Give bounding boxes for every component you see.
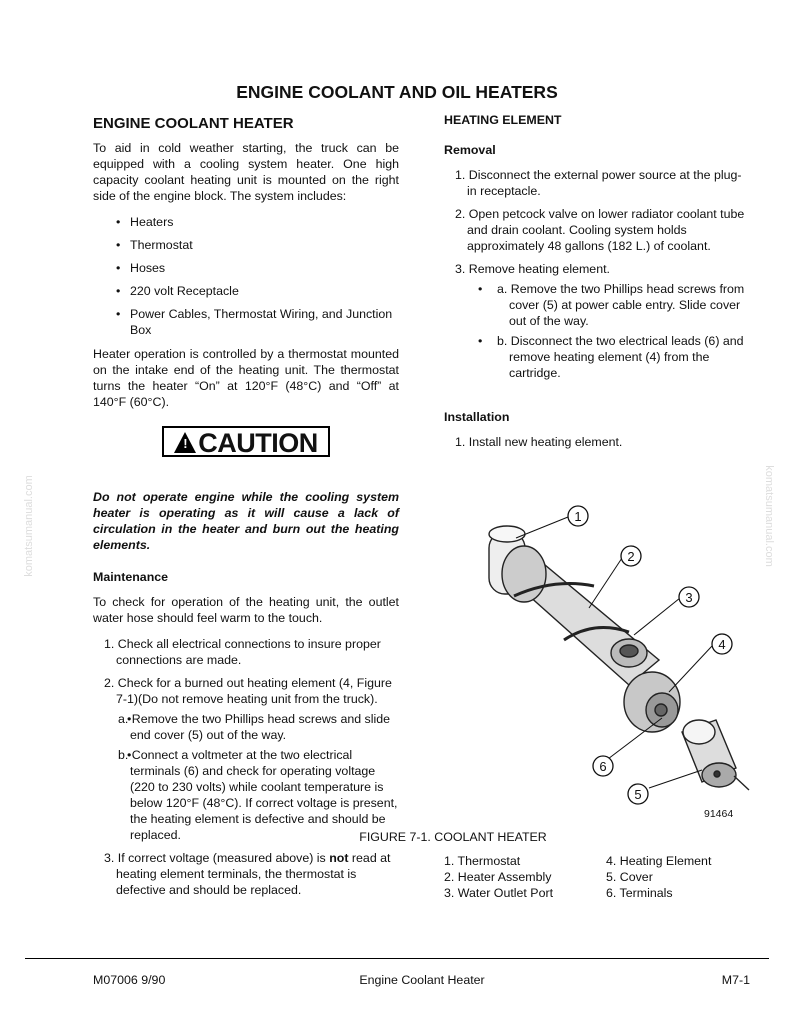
page-title: ENGINE COOLANT AND OIL HEATERS (236, 82, 558, 102)
list-item: 2. Check for a burned out heating element (4, Figure 7-1)(Do not remove heating unit from the truck). • a. Remove the two Phillips head screws and slide end cover (5) out of the way. • b. Connect a voltmeter at the two electrical terminals (6) and check for operating voltage (220 to 230 volts) while coolant temperature is below 120°F (48°C). If correct voltage is present, the heating element is defective and should be replaced. (93, 675, 399, 843)
list-item: • Heaters (93, 214, 399, 230)
callout-label: 5 (634, 787, 642, 802)
legend-item: 5. Cover (606, 870, 653, 884)
list-item: 1. Install new heating element. (455, 435, 623, 449)
callout-5 (628, 784, 648, 804)
callout-label: 6 (599, 759, 607, 774)
list-item: • a. Remove the two Phillips head screws from cover (5) at power cable entry. Slide cover out of the way. (467, 281, 749, 329)
legend-item: 6. Terminals (606, 886, 673, 900)
list-item: • 220 volt Receptacle (93, 283, 399, 299)
intro-paragraph: To aid in cold weather starting, the truck can be equipped with a cooling system heater. One high capacity coolant heating unit is mounted on the right side of the engine block. The system includes: (93, 141, 399, 203)
callout-label: 4 (718, 637, 726, 652)
operation-paragraph: Heater operation is controlled by a thermostat mounted on the intake end of the heating unit. The thermostat turns the heater “On” at 120°F (48°C) and “Off” at 140°F (60°C). (93, 347, 399, 409)
installation-heading: Installation (444, 410, 510, 424)
watermark-left: komatsumanual.com (22, 475, 35, 577)
legend-item: 1. Thermostat (444, 854, 521, 868)
list-item: 2. Open petcock valve on lower radiator coolant tube and drain coolant. Cooling system holds approximately 48 gallons (182 L.) of coolant. (455, 207, 745, 253)
footer-section-title: Engine Coolant Heater (359, 973, 485, 987)
footer-page-number: M7-1 (721, 973, 750, 987)
callout-label: 3 (685, 590, 693, 605)
installation-steps (444, 434, 749, 450)
removal-steps (444, 167, 749, 381)
left-column (93, 112, 399, 905)
list-item: 1. Check all electrical connections to insure proper connections are made. (104, 637, 381, 667)
list-item: • b. Connect a voltmeter at the two electrical terminals (6) and check for operating voltage (220 to 230 volts) while coolant temperature is below 120°F (48°C). If correct voltage is present, the heating element is defective and should be replaced. (116, 747, 399, 843)
callout-label: 2 (627, 549, 635, 564)
list-item: • a. Remove the two Phillips head screws and slide end cover (5) out of the way. (116, 711, 399, 743)
watermark-right: komatsumanual.com (762, 465, 775, 567)
coolant-heater-illustration (444, 470, 764, 830)
section-heading-heating-element: HEATING ELEMENT (444, 113, 562, 127)
footer-document-code: M07006 9/90 (93, 973, 166, 987)
legend-item: 2. Heater Assembly (444, 870, 552, 884)
callout-4 (712, 634, 732, 654)
callout-1 (568, 506, 588, 526)
callout-label: 1 (574, 509, 582, 524)
list-item: 1. Disconnect the external power source at the plug-in receptacle. (455, 168, 742, 198)
sub-steps (116, 711, 399, 843)
callout-2 (621, 546, 641, 566)
maintenance-intro: To check for operation of the heating unit, the outlet water hose should feel warm to the touch. (93, 595, 399, 625)
figure-caption: FIGURE 7-1. COOLANT HEATER (359, 830, 547, 844)
list-item: • Hoses (93, 260, 399, 276)
list-item: • Power Cables, Thermostat Wiring, and Junction Box (93, 306, 399, 338)
warning-triangle-icon: ! (174, 432, 196, 453)
maintenance-heading: Maintenance (93, 570, 169, 584)
figure-number: 91464 (704, 808, 734, 820)
removal-heading: Removal (444, 143, 496, 157)
legend-item: 4. Heating Element (606, 854, 712, 868)
sub-steps (467, 281, 749, 381)
list-item: 3. Remove heating element. • a. Remove the two Phillips head screws from cover (5) at power cable entry. Slide cover out of the way. • b. Disconnect the two electrical leads (6) and remove heating element (4) from the cartridge. (444, 261, 749, 381)
figure-legend (444, 853, 744, 901)
footer-divider (25, 958, 769, 959)
callout-6 (593, 756, 613, 776)
list-item: • Thermostat (93, 237, 399, 253)
maintenance-steps (93, 636, 399, 898)
caution-box (93, 426, 399, 457)
list-item: 3. If correct voltage (measured above) is not read at heating element terminals, the thermostat is defective and should be replaced. (104, 851, 391, 897)
list-item: • b. Disconnect the two electrical leads (6) and remove heating element (4) from the cartridge. (467, 333, 749, 381)
caution-label: CAUTION (198, 428, 318, 458)
system-components-list (93, 214, 399, 338)
section-heading-coolant-heater: ENGINE COOLANT HEATER (93, 115, 294, 132)
caution-warning-text: Do not operate engine while the cooling system heater is operating as it will cause a lack of circulation in the heater and burn out the heating elements. (93, 490, 399, 552)
callout-3 (679, 587, 699, 607)
right-column (444, 112, 749, 457)
legend-item: 3. Water Outlet Port (444, 886, 554, 900)
